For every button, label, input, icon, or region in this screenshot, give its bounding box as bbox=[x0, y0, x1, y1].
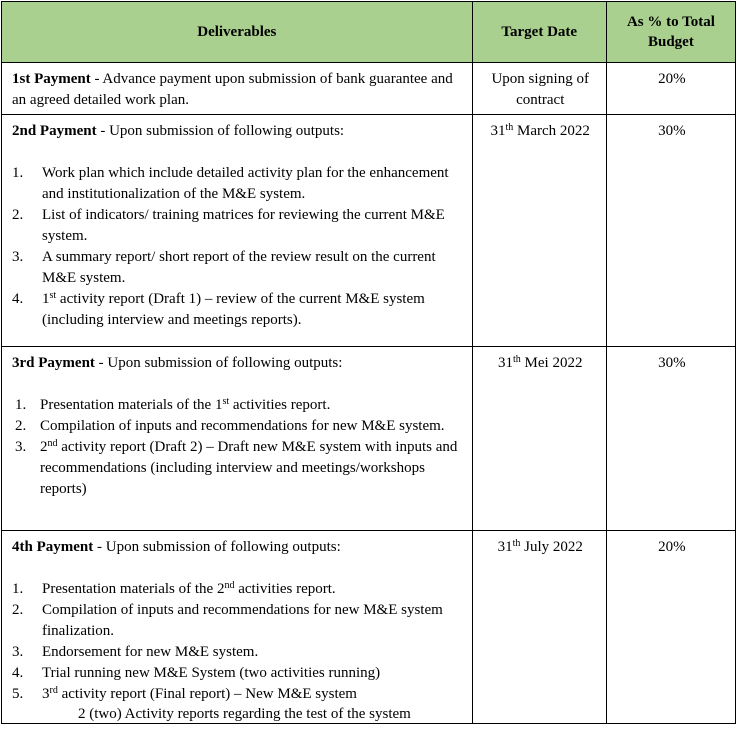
list-number: 3. bbox=[12, 249, 24, 265]
date-sup: th bbox=[505, 122, 514, 133]
deliverable-text bbox=[12, 537, 464, 558]
table-row bbox=[2, 531, 736, 724]
list-text: Endorsement for new M&E system. bbox=[42, 644, 259, 660]
date-sup: th bbox=[512, 538, 521, 549]
deliverable-cell bbox=[2, 115, 473, 347]
list-item bbox=[12, 600, 464, 642]
outputs-list bbox=[12, 579, 464, 705]
deliverable-cell bbox=[2, 347, 473, 531]
list-item bbox=[12, 684, 464, 705]
list-text: Presentation materials of the 1 bbox=[40, 397, 223, 413]
deliverable-cell bbox=[2, 531, 473, 724]
outputs-list bbox=[12, 163, 464, 331]
list-item bbox=[12, 163, 464, 205]
target-date bbox=[473, 531, 606, 558]
list-text: List of indicators/ training matrices for reviewing the current M&E system. bbox=[42, 207, 445, 244]
target-date: Upon signing of contract bbox=[491, 71, 589, 108]
percent-cell bbox=[606, 531, 735, 724]
percent-cell bbox=[606, 115, 735, 347]
list-text: Presentation materials of the 2 bbox=[42, 581, 225, 597]
list-number: 2. bbox=[15, 418, 27, 434]
payment-title: 4th Payment bbox=[12, 539, 94, 555]
deliverable-cell bbox=[2, 63, 473, 115]
list-number: 4. bbox=[12, 291, 24, 307]
budget-percent: 30% bbox=[658, 355, 686, 371]
budget-percent: 20% bbox=[658, 539, 686, 555]
date-day: 31 bbox=[498, 355, 513, 371]
list-text-sup: nd bbox=[47, 438, 58, 449]
list-text-pre: 3 bbox=[42, 686, 50, 702]
payment-desc: - Upon submission of following outputs: bbox=[93, 539, 341, 555]
list-text: Work plan which include detailed activity plan for the enhancement and institutionalization of the M&E system. bbox=[42, 165, 449, 202]
date-rest: July 2022 bbox=[520, 539, 583, 555]
list-text: A summary report/ short report of the review result on the current M&E system. bbox=[42, 249, 436, 286]
deliverable-text bbox=[12, 353, 464, 374]
list-number: 2. bbox=[12, 207, 24, 223]
list-item bbox=[12, 247, 464, 289]
date-day: 31 bbox=[490, 123, 506, 139]
list-text-sup: st bbox=[222, 396, 230, 407]
table-row bbox=[2, 347, 736, 531]
list-number: 1. bbox=[15, 397, 27, 413]
list-text-sup: rd bbox=[49, 685, 58, 696]
list-item bbox=[12, 395, 464, 416]
table-row bbox=[2, 63, 736, 115]
list-text: Trial running new M&E System (two activities running) bbox=[42, 665, 381, 681]
outputs-list bbox=[12, 395, 464, 500]
header-budget-percent bbox=[606, 2, 735, 63]
list-number: 4. bbox=[12, 665, 24, 681]
extra-note: 2 (two) Activity reports regarding the test of the system bbox=[78, 706, 411, 722]
header-target-date: Target Date bbox=[472, 2, 606, 63]
list-text: activity report (Draft 2) – Draft new M&E system with inputs and recommendations (including interview and meetings/workshops reports) bbox=[40, 439, 458, 497]
list-text: Compilation of inputs and recommendations for new M&E system finalization. bbox=[42, 602, 443, 639]
list-text: Compilation of inputs and recommendations for new M&E system. bbox=[40, 418, 445, 434]
list-item bbox=[12, 579, 464, 600]
payment-desc: - Advance payment upon submission of bank guarantee and an agreed detailed work plan. bbox=[12, 71, 453, 108]
date-day: 31 bbox=[497, 539, 513, 555]
target-date-cell bbox=[472, 63, 606, 115]
payment-schedule-table bbox=[1, 1, 736, 724]
list-text-sup: st bbox=[49, 290, 57, 301]
target-date bbox=[473, 115, 606, 142]
list-text-pre: 2 bbox=[40, 439, 48, 455]
date-rest: March 2022 bbox=[513, 123, 590, 139]
header-deliverables: Deliverables bbox=[2, 2, 473, 63]
date-sup: th bbox=[513, 354, 521, 365]
list-text: activity report (Final report) – New M&E system bbox=[57, 686, 357, 702]
list-item bbox=[12, 437, 464, 500]
payment-desc: - Upon submission of following outputs: bbox=[94, 355, 343, 371]
deliverable-text bbox=[12, 121, 464, 142]
list-text-sup: nd bbox=[224, 580, 235, 591]
payment-title: 3rd Payment bbox=[12, 355, 95, 371]
deliverable-text bbox=[12, 69, 464, 111]
list-text-post: activities report. bbox=[234, 581, 336, 597]
list-text: activity report (Draft 1) – review of the current M&E system (including interview and meetings reports). bbox=[42, 291, 425, 328]
payment-title: 1st Payment bbox=[12, 71, 91, 87]
list-text-post: activities report. bbox=[229, 397, 331, 413]
list-item bbox=[12, 205, 464, 247]
list-number: 3. bbox=[12, 644, 24, 660]
list-item bbox=[12, 642, 464, 663]
list-item bbox=[12, 663, 464, 684]
list-number: 2. bbox=[12, 602, 24, 618]
percent-cell bbox=[606, 347, 735, 531]
target-date-cell bbox=[472, 531, 606, 724]
header-budget-line1: As % to Total bbox=[626, 14, 715, 30]
percent-cell bbox=[606, 63, 735, 115]
list-text-pre: 1 bbox=[42, 291, 50, 307]
list-number: 1. bbox=[12, 165, 24, 181]
payment-title: 2nd Payment bbox=[12, 123, 97, 139]
target-date bbox=[473, 347, 606, 374]
target-date-cell bbox=[472, 347, 606, 531]
budget-percent: 20% bbox=[658, 71, 686, 87]
payment-desc: - Upon submission of following outputs: bbox=[96, 123, 345, 139]
list-number: 1. bbox=[12, 581, 24, 597]
list-number: 5. bbox=[12, 686, 24, 702]
header-row bbox=[2, 2, 736, 63]
date-rest: Mei 2022 bbox=[520, 355, 583, 371]
header-budget-line2: Budget bbox=[647, 34, 694, 50]
budget-percent: 30% bbox=[658, 123, 686, 139]
list-item bbox=[12, 416, 464, 437]
list-item bbox=[12, 289, 464, 331]
table-row bbox=[2, 115, 736, 347]
list-number: 3. bbox=[15, 439, 27, 455]
target-date-cell bbox=[472, 115, 606, 347]
